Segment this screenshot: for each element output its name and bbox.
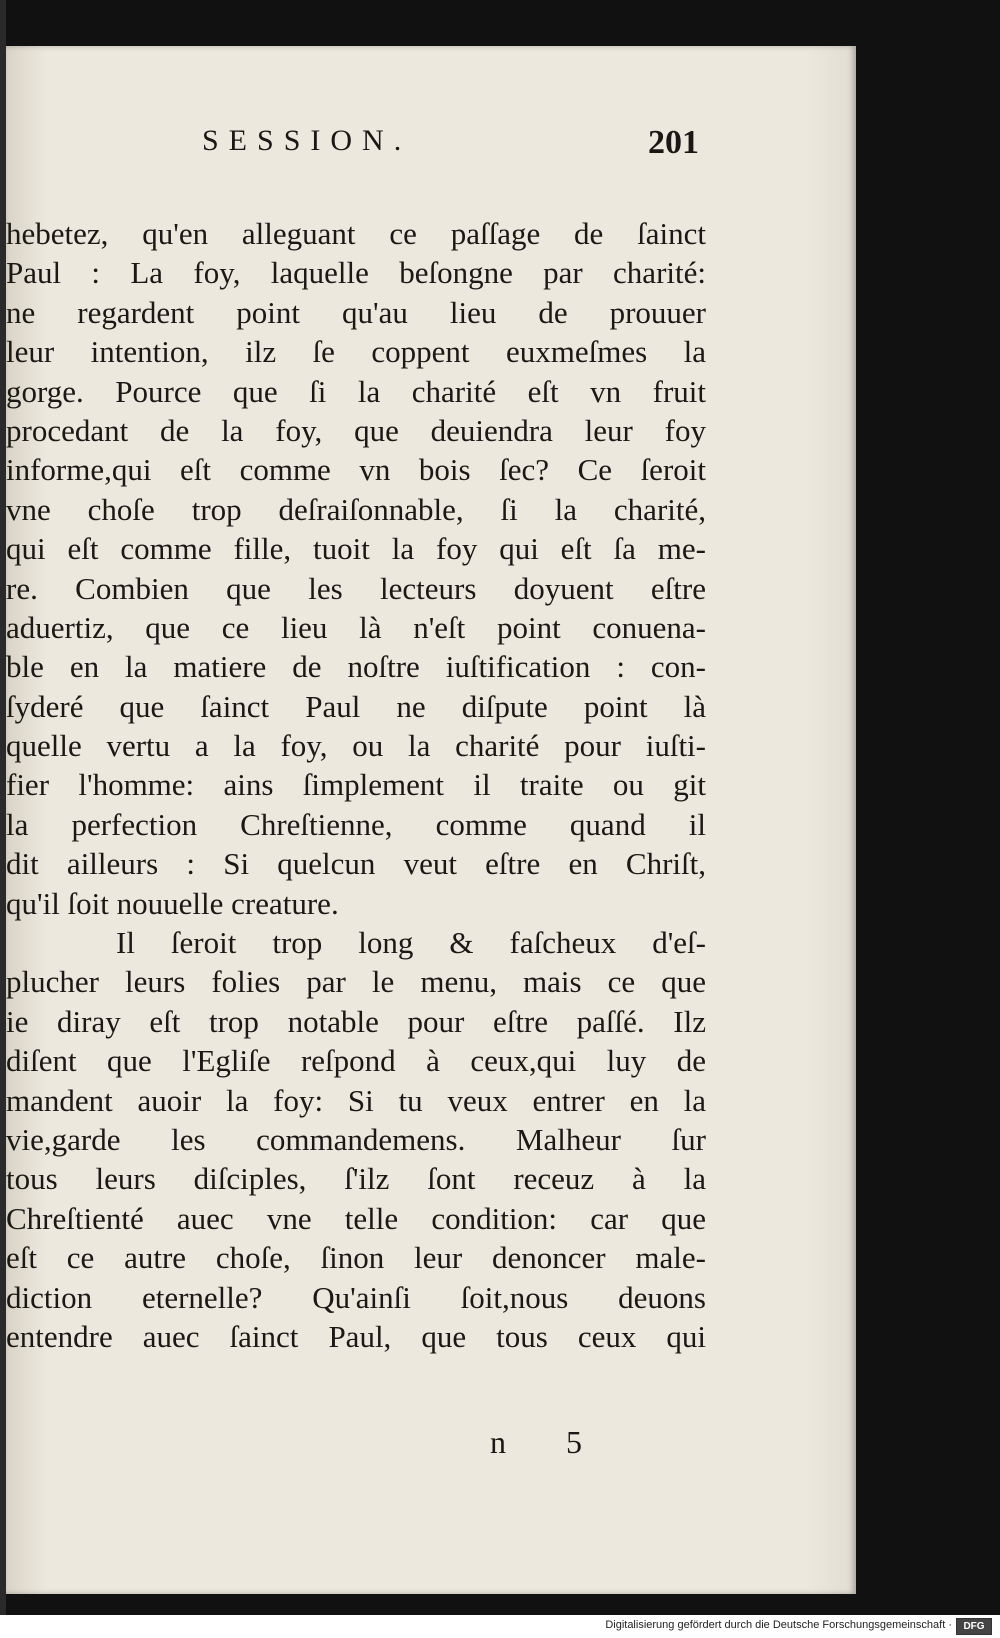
text-line: qu'il ſoit nouuelle creature. bbox=[6, 885, 339, 921]
text-line: re. Combien que les lecteurs doyuent eſtre bbox=[6, 570, 706, 606]
text-line: hebetez, qu'en alleguant ce paſſage de ſainct bbox=[6, 216, 706, 251]
page-number: 201 bbox=[648, 124, 699, 161]
text-line: la perfection Chreſtienne, comme quand il bbox=[6, 806, 706, 842]
text-line: ie diray eſt trop notable pour eſtre paſſé. Ilz bbox=[6, 1003, 706, 1039]
text-line: vie,garde les commandemens. Malheur ſur bbox=[6, 1121, 706, 1157]
text-line: aduertiz, que ce lieu là n'eſt point conuena- bbox=[6, 609, 706, 645]
dfg-logo: DFG bbox=[956, 1618, 992, 1635]
page-header bbox=[6, 124, 856, 174]
digitization-footer bbox=[0, 1615, 1000, 1638]
text-line: ſyderé que ſainct Paul ne diſpute point là bbox=[6, 688, 706, 724]
text-line: fier l'homme: ains ſimplement il traite ou git bbox=[6, 767, 706, 803]
text-line: quelle vertu a la foy, ou la charité pour iuſti- bbox=[6, 728, 706, 764]
text-line: qui eſt comme fille, tuoit la foy qui eſt ſa me- bbox=[6, 531, 706, 567]
text-line: tous leurs diſciples, ſ'ilz ſont receuz à la bbox=[6, 1161, 706, 1197]
text-line: vne choſe trop deſraiſonnable, ſi la charité, bbox=[6, 491, 706, 527]
signature-mark: n 5 bbox=[490, 1424, 608, 1460]
text-line: Paul : La foy, laquelle beſongne par charité: bbox=[6, 255, 706, 291]
text-line: procedant de la foy, que deuiendra leur foy bbox=[6, 412, 706, 448]
text-line: informe,qui eſt comme vn bois ſec? Ce ſeroit bbox=[6, 452, 706, 488]
text-line: diſent que l'Egliſe reſpond à ceux,qui luy de bbox=[6, 1043, 706, 1079]
text-line: gorge. Pource que ſi la charité eſt vn fruit bbox=[6, 373, 706, 409]
text-line: dit ailleurs : Si quelcun veut eſtre en Chriſt, bbox=[6, 846, 706, 882]
body-text bbox=[6, 214, 706, 1356]
book-page bbox=[6, 46, 856, 1594]
text-line: ne regardent point qu'au lieu de prouuer bbox=[6, 294, 706, 330]
text-line: eſt ce autre choſe, ſinon leur denoncer male- bbox=[6, 1240, 706, 1276]
text-line: mandent auoir la foy: Si tu veux entrer en la bbox=[6, 1082, 706, 1118]
text-line: leur intention, ilz ſe coppent euxmeſmes la bbox=[6, 334, 706, 370]
text-line: Chreſtienté auec vne telle condition: car que bbox=[6, 1200, 706, 1236]
text-line: plucher leurs folies par le menu, mais ce que bbox=[6, 964, 706, 1000]
funding-credit: Digitalisierung gefördert durch die Deutsche Forschungsgemeinschaft · bbox=[605, 1619, 952, 1631]
text-line: entendre auec ſainct Paul, que tous ceux qui bbox=[6, 1318, 706, 1354]
text-line: diction eternelle? Qu'ainſi ſoit,nous deuons bbox=[6, 1279, 706, 1315]
text-line: ble en la matiere de noſtre iuſtification : con- bbox=[6, 649, 706, 685]
running-head: SESSION. bbox=[202, 124, 412, 157]
paragraph-start-line: Il ſeroit trop long & faſcheux d'eſ- bbox=[116, 925, 706, 961]
